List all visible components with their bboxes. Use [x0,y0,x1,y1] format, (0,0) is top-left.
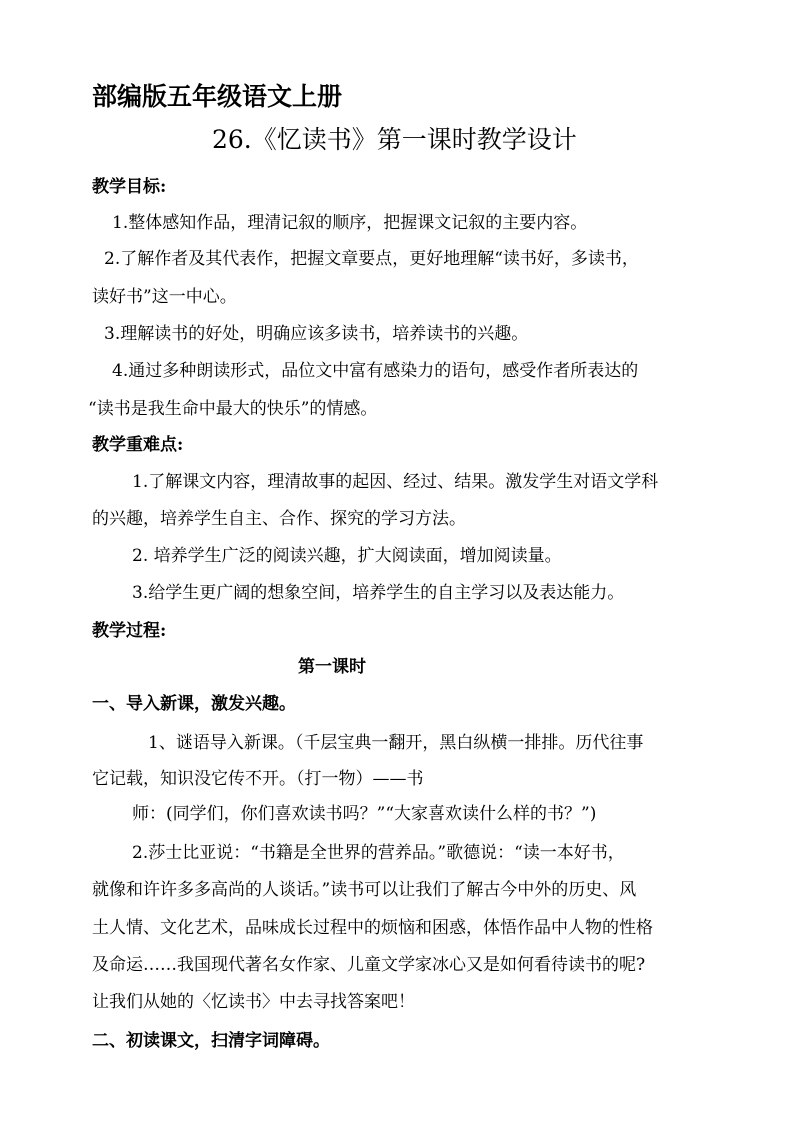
part1-line: 它记载，知识没它传不开。（打一物）——书 [92,769,424,789]
keypoint-line: 1.了解课文内容，理清故事的起因、经过、结果。激发学生对语文学科 [132,472,659,492]
objective-line: 4.通过多种朗读形式，品位文中富有感染力的语句，感受作者所表达的 [112,361,639,381]
part1-line: 让我们从她的〈忆读书〉中去寻找答案吧！ [92,992,415,1012]
process-heading: 教学过程: [92,621,167,641]
part1-line: 土人情、文化艺术，品味成长过程中的烦恼和困惑，体悟作品中人物的性格 [92,918,653,938]
objective-line: “读书是我生命中最大的快乐”的情感。 [88,399,378,419]
part1-line: 1、谜语导入新课。（千层宝典一翻开，黑白纵横一排排。历代往事 [148,733,644,753]
keypoint-line: 2. 培养学生广泛的阅读兴趣，扩大阅读面，增加阅读量。 [132,546,562,566]
keypoints-heading: 教学重难点: [92,435,184,455]
lesson-title: 第一课时 [298,657,366,677]
objectives-heading: 教学目标: [92,177,167,197]
part1-line: 就像和许许多多高尚的人谈话。”读书可以让我们了解古今中外的历史、风 [92,880,637,900]
part1-heading: 一、导入新课，激发兴趣。 [92,694,296,714]
keypoint-line: 的兴趣，培养学生自主、合作、探究的学习方法。 [92,509,466,529]
keypoint-line: 3.给学生更广阔的想象空间，培养学生的自主学习以及表达能力。 [132,583,625,603]
part1-line: 师：(同学们，你们喜欢读书吗？”“大家喜欢读什么样的书？”) [132,804,597,824]
objective-line: 1.整体感知作品，理清记叙的顺序，把握课文记叙的主要内容。 [112,213,588,233]
part2-heading: 二、初读课文，扫清字词障碍。 [92,1031,330,1051]
objective-line: 读好书”这一中心。 [92,287,237,307]
part1-line: 2.莎士比亚说：“书籍是全世界的营养品。”歌德说：“读一本好书， [132,843,625,863]
doc-subtitle: 26.《忆读书》第一课时教学设计 [212,125,577,154]
part1-line: 及命运……我国现代著名女作家、儿童文学家冰心又是如何看待读书的呢? [92,955,646,975]
objective-line: 3.理解读书的好处，明确应该多读书，培养读书的兴趣。 [104,324,529,344]
doc-title: 部编版五年级语文上册 [92,82,343,111]
objective-line: 2.了解作者及其代表作，把握文章要点，更好地理解“读书好，多读书， [104,249,639,269]
